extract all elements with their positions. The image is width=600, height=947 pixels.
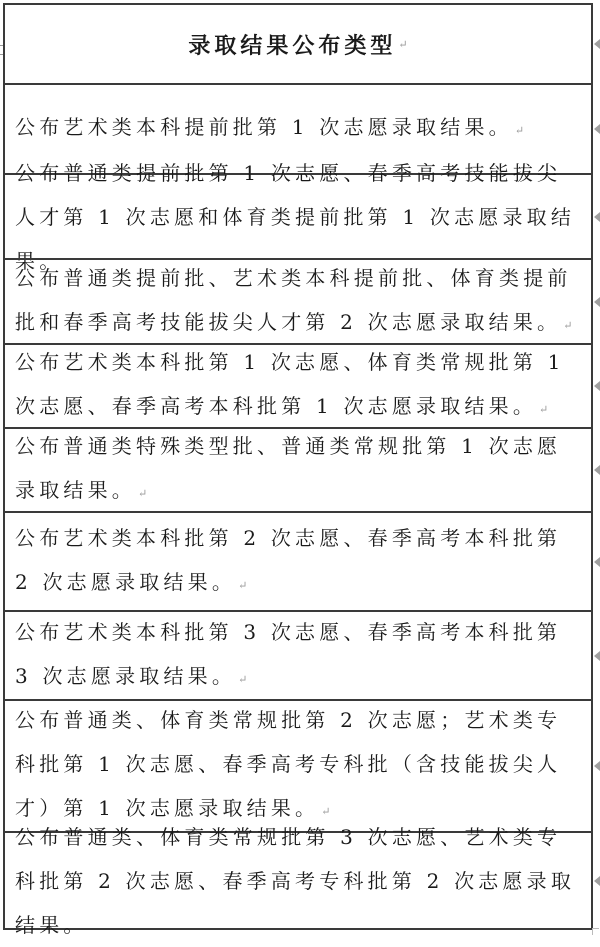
- row-end-marker-icon: [594, 876, 600, 886]
- row-end-marker-icon: [594, 381, 600, 391]
- table-cell: 公布普通类、体育类常规批第 3 次志愿、艺术类专科批第 2 次志愿、春季高考专科批第 2 次志愿录取结果。: [15, 824, 576, 937]
- table-resize-handle[interactable]: [592, 928, 599, 935]
- paragraph-mark-icon: ↵: [563, 318, 573, 332]
- table-header: 录取结果公布类型: [188, 32, 397, 59]
- paragraph-mark-icon: ↵: [321, 805, 331, 818]
- paragraph-mark-icon: ↵: [539, 403, 549, 416]
- table-cell: 公布普通类提前批、艺术类本科提前批、体育类提前批和春季高考技能拔尖人才第 2 次志愿录取结果。 ↵: [15, 265, 573, 334]
- row-end-marker-icon: [594, 124, 600, 134]
- table-row: [5, 160, 591, 273]
- row-end-marker-icon: [594, 557, 600, 567]
- table-row: [5, 824, 591, 937]
- table-row: [5, 343, 591, 427]
- table-cell: 公布艺术类本科提前批第 1 次志愿录取结果。 ↵: [15, 115, 525, 139]
- row-end-marker-icon: [594, 651, 600, 661]
- table-row: [5, 511, 591, 610]
- paragraph-mark-icon: ↵: [398, 37, 408, 51]
- row-end-marker-icon: [594, 297, 600, 307]
- table-cell: 公布普通类、体育类常规批第 2 次志愿；艺术类专科批第 1 次志愿、春季高考专科批（含技能拔尖人才）第 1 次志愿录取结果。 ↵: [15, 708, 562, 820]
- row-end-marker-icon: [594, 465, 600, 475]
- paragraph-mark-icon: ↵: [138, 487, 148, 500]
- table-row: [5, 699, 591, 831]
- table-row: [5, 610, 591, 699]
- row-end-marker-icon: [594, 212, 600, 222]
- row-end-marker-icon: [594, 761, 600, 771]
- paragraph-mark-icon: ↵: [514, 124, 525, 137]
- table-cell: 公布艺术类本科批第 3 次志愿、春季高考本科批第 3 次志愿录取结果。 ↵: [15, 619, 562, 688]
- table-row: [5, 258, 591, 343]
- admission-results-table: [3, 3, 593, 937]
- table-cell: 公布普通类特殊类型批、普通类常规批第 1 次志愿录取结果。 ↵: [15, 434, 562, 502]
- paragraph-mark-icon: ↵: [238, 578, 248, 592]
- table-header-row: [5, 5, 591, 83]
- table-cell: 公布艺术类本科批第 2 次志愿、春季高考本科批第 2 次志愿录取结果。 ↵: [15, 525, 562, 594]
- table-row: [5, 427, 591, 511]
- paragraph-mark-icon: ↵: [238, 672, 248, 686]
- table-cell: 公布普通类提前批第 1 次志愿、春季高考技能拔尖人才第 1 次志愿和体育类提前批第 1 次志愿录取结果。: [15, 160, 576, 273]
- table-cell: 公布艺术类本科批第 1 次志愿、体育类常规批第 1 次志愿、春季高考本科批第 1 次志愿录取结果。 ↵: [15, 350, 565, 418]
- row-end-marker-icon: [594, 39, 600, 49]
- row-handle-icon: [0, 45, 3, 55]
